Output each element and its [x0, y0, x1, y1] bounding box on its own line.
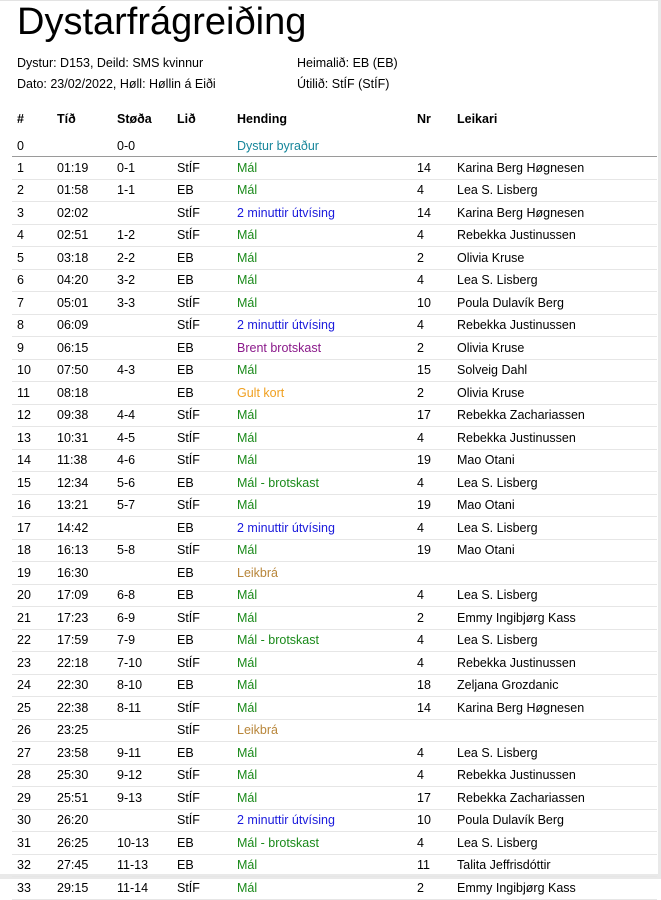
- event-description: Mál: [232, 854, 412, 877]
- event-score: 4-3: [112, 359, 172, 382]
- event-time: 09:38: [52, 404, 112, 427]
- event-description: Leikbrá: [232, 562, 412, 585]
- event-team: StÍF: [172, 607, 232, 630]
- event-number: 24: [12, 674, 52, 697]
- table-header-row: [12, 106, 657, 132]
- player-name: Talita Jeffrisdóttir: [452, 854, 657, 877]
- event-number: 28: [12, 764, 52, 787]
- player-name: Lea S. Lisberg: [452, 517, 657, 540]
- event-team: StÍF: [172, 157, 232, 180]
- player-number: 4: [412, 652, 452, 675]
- event-team: StÍF: [172, 404, 232, 427]
- table-row: [12, 494, 657, 517]
- player-name: Emmy Ingibjørg Kass: [452, 607, 657, 630]
- player-number: 4: [412, 584, 452, 607]
- event-number: 32: [12, 854, 52, 877]
- event-time: 05:01: [52, 292, 112, 315]
- player-name: Lea S. Lisberg: [452, 179, 657, 202]
- player-name: Mao Otani: [452, 539, 657, 562]
- table-row: [12, 224, 657, 247]
- event-number: 18: [12, 539, 52, 562]
- player-name: Poula Dulavík Berg: [452, 292, 657, 315]
- event-score: 4-5: [112, 427, 172, 450]
- player-number: 4: [412, 517, 452, 540]
- header-time: Tíð: [57, 112, 76, 126]
- player-number: 4: [412, 269, 452, 292]
- event-description: Mál: [232, 157, 412, 180]
- player-name: Mao Otani: [452, 449, 657, 472]
- event-description: Mál: [232, 584, 412, 607]
- event-time: 13:21: [52, 494, 112, 517]
- event-description: Mál: [232, 179, 412, 202]
- table-row: [12, 132, 657, 157]
- event-score: 3-3: [112, 292, 172, 315]
- event-description: Mál: [232, 224, 412, 247]
- event-number: 23: [12, 652, 52, 675]
- event-description: 2 minuttir útvísing: [232, 517, 412, 540]
- event-time: [52, 132, 112, 157]
- event-team: EB: [172, 247, 232, 270]
- event-score: 6-8: [112, 584, 172, 607]
- event-number: 4: [12, 224, 52, 247]
- event-score: 0-1: [112, 157, 172, 180]
- player-name: Rebekka Justinussen: [452, 224, 657, 247]
- event-time: 22:38: [52, 697, 112, 720]
- player-number: [412, 719, 452, 742]
- event-description: Leikbrá: [232, 719, 412, 742]
- player-number: 14: [412, 697, 452, 720]
- event-time: 25:30: [52, 764, 112, 787]
- event-score: 7-10: [112, 652, 172, 675]
- player-name: Emmy Ingibjørg Kass: [452, 877, 657, 900]
- event-description: 2 minuttir útvísing: [232, 809, 412, 832]
- event-time: 17:59: [52, 629, 112, 652]
- event-team: StÍF: [172, 202, 232, 225]
- player-name: Zeljana Grozdanic: [452, 674, 657, 697]
- event-team: StÍF: [172, 697, 232, 720]
- event-description: Dystur byraður: [232, 132, 412, 157]
- table-row: [12, 854, 657, 877]
- event-number: 13: [12, 427, 52, 450]
- event-time: 16:30: [52, 562, 112, 585]
- event-description: Mál: [232, 787, 412, 810]
- event-description: Mál: [232, 877, 412, 900]
- event-number: 19: [12, 562, 52, 585]
- event-number: 25: [12, 697, 52, 720]
- player-number: 14: [412, 202, 452, 225]
- page-title: Dystarfrágreiðing: [17, 1, 307, 43]
- event-time: 22:30: [52, 674, 112, 697]
- player-number: 17: [412, 404, 452, 427]
- table-row: [12, 877, 657, 900]
- table-row: [12, 449, 657, 472]
- event-time: 04:20: [52, 269, 112, 292]
- header-team: Lið: [177, 112, 196, 126]
- date-venue-info: Dato: 23/02/2022, Høll: Høllin á Eiði: [17, 77, 216, 91]
- player-name: [452, 719, 657, 742]
- event-time: 26:20: [52, 809, 112, 832]
- player-name: Rebekka Justinussen: [452, 314, 657, 337]
- event-score: [112, 517, 172, 540]
- table-row: [12, 832, 657, 855]
- player-name: [452, 132, 657, 157]
- table-row: [12, 719, 657, 742]
- event-description: Mál: [232, 607, 412, 630]
- event-score: 1-1: [112, 179, 172, 202]
- event-team: StÍF: [172, 787, 232, 810]
- event-score: 6-9: [112, 607, 172, 630]
- header-shirt-number: Nr: [417, 112, 431, 126]
- event-team: EB: [172, 382, 232, 405]
- event-team: EB: [172, 629, 232, 652]
- event-team: EB: [172, 584, 232, 607]
- player-name: Lea S. Lisberg: [452, 832, 657, 855]
- event-team: StÍF: [172, 292, 232, 315]
- event-time: 22:18: [52, 652, 112, 675]
- table-row: [12, 292, 657, 315]
- event-team: StÍF: [172, 877, 232, 900]
- event-description: Mál: [232, 764, 412, 787]
- event-time: 08:18: [52, 382, 112, 405]
- event-description: Mál: [232, 697, 412, 720]
- event-team: EB: [172, 674, 232, 697]
- event-score: 11-13: [112, 854, 172, 877]
- table-row: [12, 742, 657, 765]
- event-score: 10-13: [112, 832, 172, 855]
- event-number: 22: [12, 629, 52, 652]
- player-name: Rebekka Justinussen: [452, 764, 657, 787]
- player-number: 2: [412, 247, 452, 270]
- table-row: [12, 517, 657, 540]
- table-row: [12, 427, 657, 450]
- player-number: 2: [412, 607, 452, 630]
- event-description: Mál: [232, 359, 412, 382]
- event-time: 16:13: [52, 539, 112, 562]
- event-team: StÍF: [172, 764, 232, 787]
- player-number: 14: [412, 157, 452, 180]
- event-team: EB: [172, 832, 232, 855]
- player-name: Poula Dulavík Berg: [452, 809, 657, 832]
- event-team: EB: [172, 854, 232, 877]
- player-name: Rebekka Justinussen: [452, 427, 657, 450]
- event-number: 16: [12, 494, 52, 517]
- event-description: Mál: [232, 292, 412, 315]
- event-number: 29: [12, 787, 52, 810]
- event-score: 7-9: [112, 629, 172, 652]
- player-name: Olivia Kruse: [452, 382, 657, 405]
- event-time: 26:25: [52, 832, 112, 855]
- event-time: 29:15: [52, 877, 112, 900]
- event-number: 11: [12, 382, 52, 405]
- player-name: Lea S. Lisberg: [452, 472, 657, 495]
- player-number: [412, 132, 452, 157]
- event-description: Mál: [232, 404, 412, 427]
- event-number: 21: [12, 607, 52, 630]
- player-number: 4: [412, 472, 452, 495]
- event-score: 9-12: [112, 764, 172, 787]
- player-number: 11: [412, 854, 452, 877]
- event-number: 12: [12, 404, 52, 427]
- player-number: 2: [412, 877, 452, 900]
- event-time: 25:51: [52, 787, 112, 810]
- match-info: Dystur: D153, Deild: SMS kvinnur: [17, 56, 204, 70]
- table-row: [12, 787, 657, 810]
- event-team: StÍF: [172, 809, 232, 832]
- player-number: 10: [412, 292, 452, 315]
- table-row: [12, 179, 657, 202]
- event-number: 27: [12, 742, 52, 765]
- event-time: 06:15: [52, 337, 112, 360]
- event-number: 26: [12, 719, 52, 742]
- table-row: [12, 629, 657, 652]
- header-player: Leikari: [457, 112, 498, 126]
- event-number: 20: [12, 584, 52, 607]
- player-number: 15: [412, 359, 452, 382]
- event-description: Mál: [232, 247, 412, 270]
- event-time: 01:19: [52, 157, 112, 180]
- event-score: [112, 337, 172, 360]
- match-events-table: [12, 106, 657, 900]
- player-name: Rebekka Justinussen: [452, 652, 657, 675]
- event-score: 8-11: [112, 697, 172, 720]
- event-score: 8-10: [112, 674, 172, 697]
- event-time: 17:09: [52, 584, 112, 607]
- event-score: [112, 562, 172, 585]
- player-number: 10: [412, 809, 452, 832]
- event-number: 10: [12, 359, 52, 382]
- event-team: StÍF: [172, 314, 232, 337]
- table-row: [12, 697, 657, 720]
- event-team: EB: [172, 269, 232, 292]
- event-number: 15: [12, 472, 52, 495]
- event-description: Mál: [232, 652, 412, 675]
- event-time: 10:31: [52, 427, 112, 450]
- player-name: Karina Berg Høgnesen: [452, 697, 657, 720]
- player-name: Olivia Kruse: [452, 247, 657, 270]
- player-number: 4: [412, 832, 452, 855]
- event-team: StÍF: [172, 652, 232, 675]
- player-name: Solveig Dahl: [452, 359, 657, 382]
- player-number: 19: [412, 449, 452, 472]
- event-team: StÍF: [172, 719, 232, 742]
- event-number: 0: [12, 132, 52, 157]
- table-row: [12, 404, 657, 427]
- event-description: Mál: [232, 269, 412, 292]
- event-time: 06:09: [52, 314, 112, 337]
- event-team: StÍF: [172, 539, 232, 562]
- event-team: [172, 132, 232, 157]
- away-team-info: Útilið: StÍF (StÍF): [297, 77, 390, 91]
- event-team: EB: [172, 742, 232, 765]
- event-time: 17:23: [52, 607, 112, 630]
- event-description: Mál: [232, 539, 412, 562]
- player-number: 4: [412, 629, 452, 652]
- event-score: 9-13: [112, 787, 172, 810]
- event-description: Brent brotskast: [232, 337, 412, 360]
- event-score: 4-6: [112, 449, 172, 472]
- event-team: EB: [172, 179, 232, 202]
- table-row: [12, 269, 657, 292]
- player-name: Lea S. Lisberg: [452, 269, 657, 292]
- player-name: Lea S. Lisberg: [452, 742, 657, 765]
- event-score: [112, 719, 172, 742]
- table-row: [12, 764, 657, 787]
- event-score: [112, 202, 172, 225]
- table-row: [12, 157, 657, 180]
- event-number: 17: [12, 517, 52, 540]
- player-name: Lea S. Lisberg: [452, 584, 657, 607]
- table-row: [12, 539, 657, 562]
- table-row: [12, 607, 657, 630]
- event-time: 02:51: [52, 224, 112, 247]
- player-number: 19: [412, 494, 452, 517]
- event-description: 2 minuttir útvísing: [232, 314, 412, 337]
- event-score: 5-8: [112, 539, 172, 562]
- event-time: 01:58: [52, 179, 112, 202]
- event-description: Mál: [232, 674, 412, 697]
- event-number: 2: [12, 179, 52, 202]
- event-score: 9-11: [112, 742, 172, 765]
- event-number: 30: [12, 809, 52, 832]
- event-description: Mál - brotskast: [232, 629, 412, 652]
- event-number: 7: [12, 292, 52, 315]
- table-row: [12, 674, 657, 697]
- header-number: #: [17, 112, 24, 126]
- event-score: [112, 809, 172, 832]
- event-time: 23:58: [52, 742, 112, 765]
- event-number: 31: [12, 832, 52, 855]
- event-team: EB: [172, 337, 232, 360]
- header-event: Hending: [237, 112, 287, 126]
- table-row: [12, 809, 657, 832]
- event-team: EB: [172, 472, 232, 495]
- player-number: 4: [412, 314, 452, 337]
- event-description: Mál - brotskast: [232, 472, 412, 495]
- event-number: 33: [12, 877, 52, 900]
- event-number: 5: [12, 247, 52, 270]
- event-team: EB: [172, 517, 232, 540]
- event-team: EB: [172, 359, 232, 382]
- event-team: StÍF: [172, 494, 232, 517]
- player-number: 19: [412, 539, 452, 562]
- event-time: 02:02: [52, 202, 112, 225]
- table-row: [12, 652, 657, 675]
- event-time: 14:42: [52, 517, 112, 540]
- event-number: 14: [12, 449, 52, 472]
- player-number: 4: [412, 427, 452, 450]
- event-time: 23:25: [52, 719, 112, 742]
- event-number: 8: [12, 314, 52, 337]
- table-row: [12, 359, 657, 382]
- player-name: Rebekka Zachariassen: [452, 787, 657, 810]
- event-time: 07:50: [52, 359, 112, 382]
- event-team: StÍF: [172, 427, 232, 450]
- table-row: [12, 584, 657, 607]
- player-name: [452, 562, 657, 585]
- home-team-info: Heimalið: EB (EB): [297, 56, 398, 70]
- event-team: StÍF: [172, 224, 232, 247]
- event-description: Mál: [232, 427, 412, 450]
- table-row: [12, 314, 657, 337]
- event-description: 2 minuttir útvísing: [232, 202, 412, 225]
- player-name: Mao Otani: [452, 494, 657, 517]
- table-row: [12, 382, 657, 405]
- event-time: 27:45: [52, 854, 112, 877]
- event-team: StÍF: [172, 449, 232, 472]
- header-score: Støða: [117, 112, 152, 126]
- event-score: 3-2: [112, 269, 172, 292]
- player-number: 2: [412, 382, 452, 405]
- table-row: [12, 562, 657, 585]
- event-description: Mál: [232, 449, 412, 472]
- player-name: Karina Berg Høgnesen: [452, 202, 657, 225]
- player-number: 4: [412, 764, 452, 787]
- table-row: [12, 337, 657, 360]
- event-number: 6: [12, 269, 52, 292]
- event-score: 5-7: [112, 494, 172, 517]
- event-time: 11:38: [52, 449, 112, 472]
- event-number: 3: [12, 202, 52, 225]
- event-score: 5-6: [112, 472, 172, 495]
- event-score: 2-2: [112, 247, 172, 270]
- event-score: 1-2: [112, 224, 172, 247]
- event-score: 11-14: [112, 877, 172, 900]
- event-description: Gult kort: [232, 382, 412, 405]
- player-number: 17: [412, 787, 452, 810]
- player-name: Rebekka Zachariassen: [452, 404, 657, 427]
- event-time: 12:34: [52, 472, 112, 495]
- player-number: 2: [412, 337, 452, 360]
- table-row: [12, 202, 657, 225]
- event-team: EB: [172, 562, 232, 585]
- player-number: 4: [412, 742, 452, 765]
- event-description: Mál - brotskast: [232, 832, 412, 855]
- event-score: 0-0: [112, 132, 172, 157]
- event-score: 4-4: [112, 404, 172, 427]
- player-number: [412, 562, 452, 585]
- player-name: Lea S. Lisberg: [452, 629, 657, 652]
- event-description: Mál: [232, 494, 412, 517]
- event-description: Mál: [232, 742, 412, 765]
- event-score: [112, 314, 172, 337]
- event-time: 03:18: [52, 247, 112, 270]
- table-row: [12, 472, 657, 495]
- event-number: 9: [12, 337, 52, 360]
- event-score: [112, 382, 172, 405]
- player-number: 18: [412, 674, 452, 697]
- table-row: [12, 247, 657, 270]
- player-name: Karina Berg Høgnesen: [452, 157, 657, 180]
- player-number: 4: [412, 179, 452, 202]
- player-name: Olivia Kruse: [452, 337, 657, 360]
- event-number: 1: [12, 157, 52, 180]
- player-number: 4: [412, 224, 452, 247]
